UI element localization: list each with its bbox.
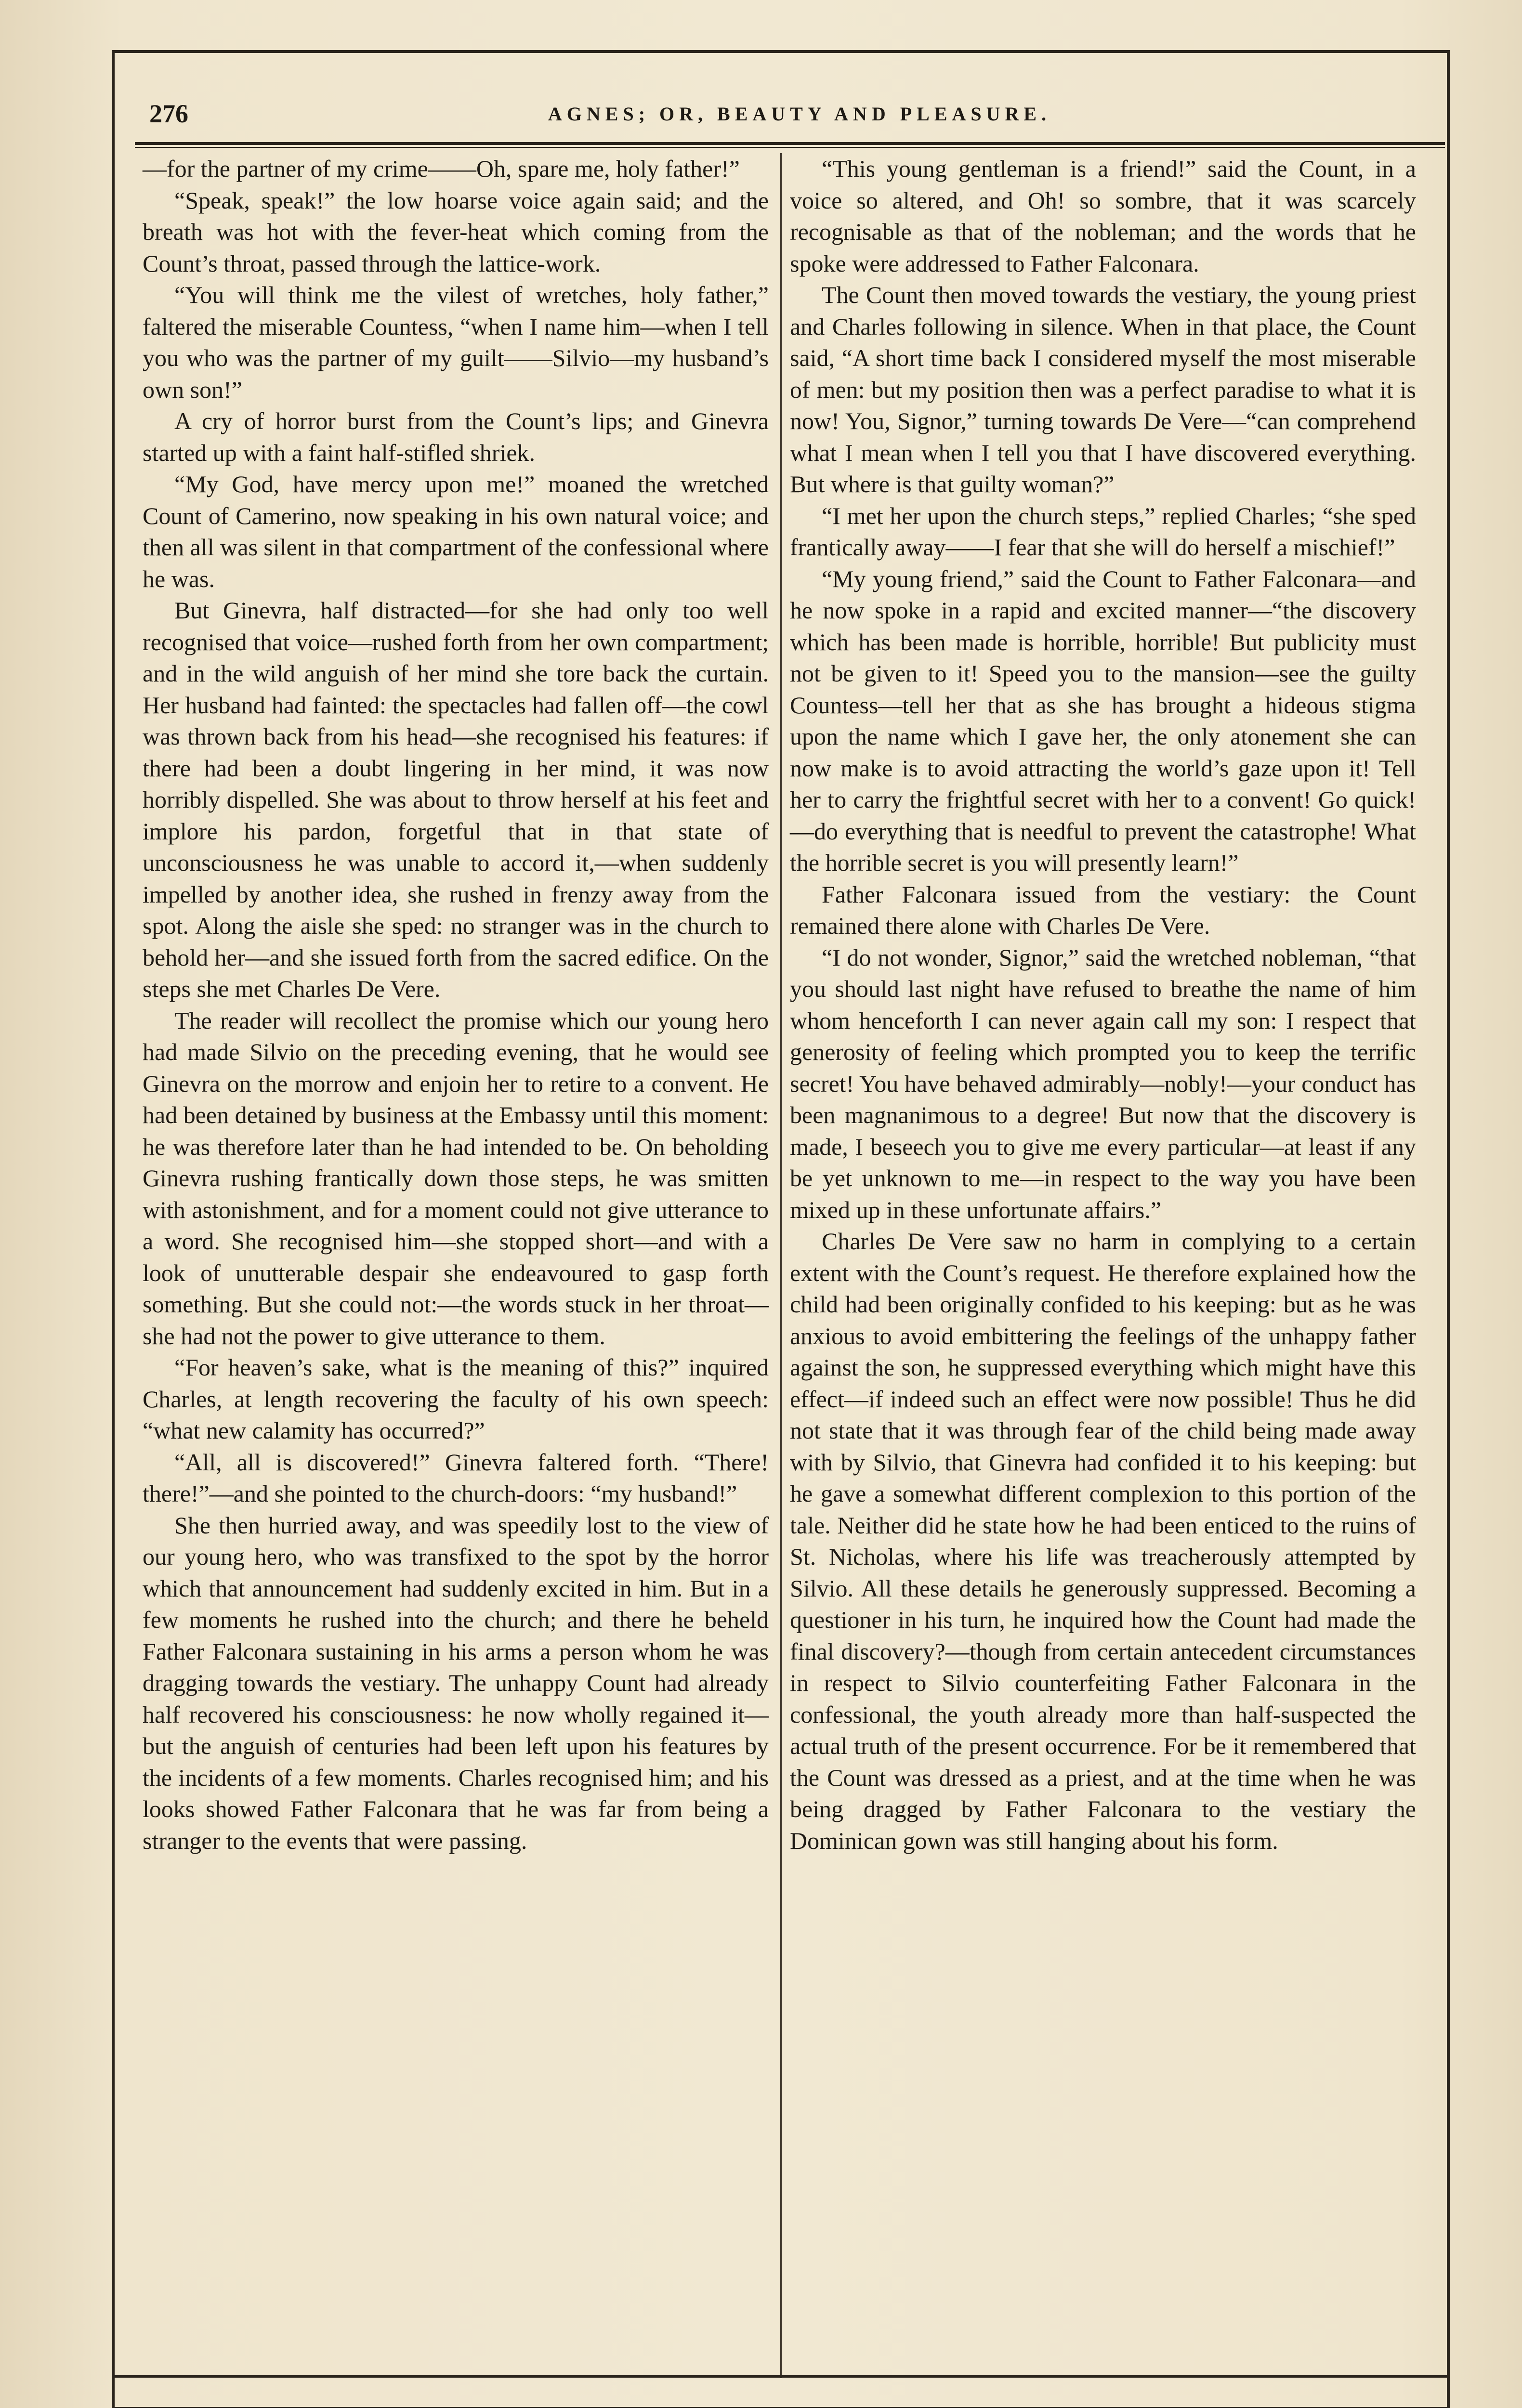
header-rule xyxy=(135,142,1445,148)
footer-rule xyxy=(112,2375,1450,2378)
paragraph: —for the partner of my crime——Oh, spare me, holy father!” xyxy=(143,155,740,182)
paragraph: But Ginevra, half distracted—for she had only too well recognised that voice—rushed forth from her own compartment; and in the wild anguish of her mind she tore back the curtain. Her husband had fainted: the spectacles had fallen off—the cowl was thrown back from his head—she recognised his features: if there had been a doubt lingering in her mind, it was now horribly dispelled. She was about to throw herself at his feet and implore his pardon, forgetful that in that state of unconsciousness he was unable to accord it,—when suddenly impelled by another idea, she rushed in frenzy away from the spot. Along the aisle she sped: no stranger was in the church to behold her—and she issued forth from the sacred edifice. On the steps she met Charles De Vere. xyxy=(143,597,769,1002)
page-number: 276 xyxy=(149,99,188,128)
right-column xyxy=(790,153,1416,1857)
paragraph: A cry of horror burst from the Count’s lips; and Ginevra started up with a faint half-stifled shriek. xyxy=(143,407,769,466)
paragraph: “You will think me the vilest of wretches, holy father,” faltered the miserable Countess, “when I name him—when I tell you who was the partner of my guilt——Silvio—my husband’s own son!” xyxy=(143,281,769,403)
left-column xyxy=(143,153,769,1857)
column-divider xyxy=(780,153,782,2378)
paragraph: “Speak, speak!” the low hoarse voice again said; and the breath was hot with the fever-heat which coming from the Count’s throat, passed through the lattice-work. xyxy=(143,186,769,277)
paragraph: “For heaven’s sake, what is the meaning of this?” inquired Charles, at length recovering the faculty of his own speech: “what new calamity has occurred?” xyxy=(143,1354,769,1444)
running-title: AGNES; OR, BEAUTY AND PLEASURE. xyxy=(548,103,1051,125)
paragraph: Father Falconara issued from the vestiary: the Count remained there alone with Charles De Vere. xyxy=(790,880,1416,939)
paragraph: “I met her upon the church steps,” replied Charles; “she sped frantically away——I fear that she will do herself a mischief!” xyxy=(790,502,1416,561)
running-head xyxy=(149,99,1450,137)
paragraph: “This young gentleman is a friend!” said the Count, in a voice so altered, and Oh! so sombre, that it was scarcely recognisable as that of the nobleman; and the words that he spoke were addressed to Father Falconara. xyxy=(790,155,1416,277)
paragraph: “All, all is discovered!” Ginevra faltered forth. “There! there!”—and she pointed to the church-doors: “my husband!” xyxy=(143,1448,769,1507)
paragraph: The Count then moved towards the vestiary, the young priest and Charles following in silence. When in that place, the Count said, “A short time back I considered myself the most miserable of men: but my position then was a perfect paradise to what it is now! You, Signor,” turning towards De Vere—“can comprehend what I mean when I tell you that I have discovered everything. But where is that guilty woman?” xyxy=(790,281,1416,497)
paragraph: The reader will recollect the promise which our young hero had made Silvio on the preceding evening, that he would see Ginevra on the morrow and enjoin her to retire to a convent. He had been detained by business at the Embassy until this moment: he was therefore later than he had intended to be. On beholding Ginevra rushing frantically down those steps, he was smitten with astonishment, and for a moment could not give utterance to a word. She recognised him—she stopped short—and with a look of unutterable despair she endeavoured to gasp forth something. But she could not:—the words stuck in her throat—she had not the power to give utterance to them. xyxy=(143,1007,769,1349)
paragraph: Charles De Vere saw no harm in complying to a certain extent with the Count’s request. He therefore explained how the child had been originally confided to his keeping: but as he was anxious to avoid embittering the feelings of the unhappy father against the son, he suppressed everything which might have this effect—if indeed such an effect were now possible! Thus he did not state that it was through fear of the child being made away with by Silvio, that Ginevra had confided it to his keeping: but he gave a somewhat different complexion to this portion of the tale. Neither did he state how he had been enticed to the ruins of St. Nicholas, where his life was treacherously attempted by Silvio. All these details he generously suppressed. Becoming a questioner in his turn, he inquired how the Count had made the final discovery?—though from certain antecedent circumstances in respect to Silvio counterfeiting Father Falconara in the confessional, the youth already more than half-suspected the actual truth of the present occurrence. For be it remembered that the Count was dressed as a priest, and at the time when he was being dragged by Father Falconara to the vestiary the Dominican gown was still hanging about his form. xyxy=(790,1228,1416,1854)
paragraph: “My God, have mercy upon me!” moaned the wretched Count of Camerino, now speaking in his own natural voice; and then all was silent in that compartment of the confessional where he was. xyxy=(143,471,769,592)
paragraph: She then hurried away, and was speedily lost to the view of our young hero, who was transfixed to the spot by the horror which that announcement had suddenly excited in him. But in a few moments he rushed into the church; and there he beheld Father Falconara sustaining in his arms a person whom he was dragging towards the vestiary. The unhappy Count had already half recovered his consciousness: he now wholly regained it—but the anguish of centuries had been left upon his features by the incidents of a few moments. Charles recognised him; and his looks showed Father Falconara that he was far from being a stranger to the events that were passing. xyxy=(143,1511,769,1854)
paragraph: “My young friend,” said the Count to Father Falconara—and he now spoke in a rapid and excited manner—“the discovery which has been made is horrible, horrible! But publicity must not be given to it! Speed you to the mansion—see the guilty Countess—tell her that as she has brought a hideous stigma upon the name which I gave her, the only atonement she can now make is to avoid attracting the world’s gaze upon it! Tell her to carry the frightful secret with her to a convent! Go quick!—do everything that is needful to prevent the catastrophe! What the horrible secret is you will presently learn!” xyxy=(790,565,1416,876)
paragraph: “I do not wonder, Signor,” said the wretched nobleman, “that you should last night have refused to breathe the name of him whom henceforth I can never again call my son: I respect that generosity of feeling which prompted you to keep the terrific secret! You have behaved admirably—nobly!—your conduct has been magnanimous to a degree! But now that the discovery is made, I beseech you to give me every particular—at least if any be yet unknown to me—in respect to the way you have been mixed up in these unfortunate affairs.” xyxy=(790,943,1416,1223)
